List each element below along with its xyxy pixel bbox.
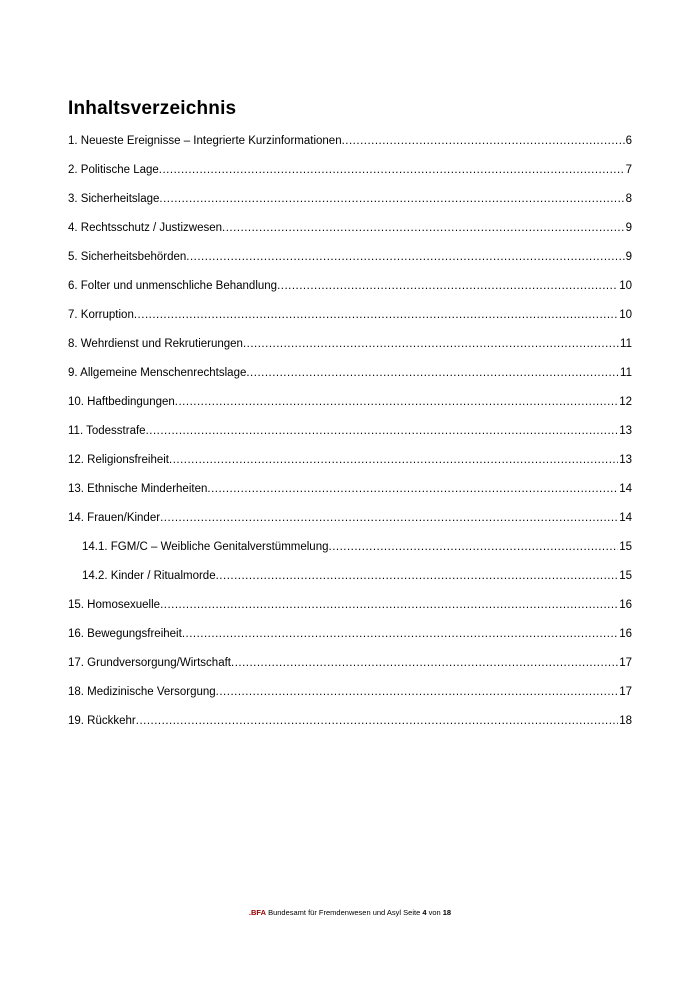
footer-org-abbr: BFA [250, 908, 266, 917]
toc-entry-page: 14 [619, 512, 632, 524]
footer-of-label: von [426, 908, 443, 917]
toc-entry[interactable] [68, 395, 632, 409]
toc-entry-page: 10 [619, 309, 632, 321]
toc-entry[interactable] [68, 511, 632, 525]
toc-entry[interactable] [68, 279, 632, 293]
toc-dot-leader [175, 395, 618, 409]
page-footer [0, 908, 700, 917]
toc-entry-page: 18 [619, 715, 632, 727]
toc-entry-label: 19. Rückkehr [68, 715, 136, 727]
toc-dot-leader [159, 163, 625, 177]
toc-entry-label: 15. Homosexuelle [68, 599, 161, 611]
toc-entry-label: 11. Todesstrafe [68, 425, 146, 437]
toc-entry-label: 9. Allgemeine Menschenrechtslage [68, 367, 247, 379]
toc-entry-page: 9 [625, 222, 632, 234]
toc-dot-leader [134, 308, 618, 322]
toc-dot-leader [169, 453, 618, 467]
page-title: Inhaltsverzeichnis [68, 98, 237, 119]
toc-entry-label: 12. Religionsfreiheit [68, 454, 170, 466]
toc-entry[interactable] [68, 250, 632, 264]
toc-entry-label: 14.1. FGM/C – Weibliche Genitalverstümmelung [82, 541, 329, 553]
toc-entry-label: 10. Haftbedingungen [68, 396, 175, 408]
toc-dot-leader [207, 482, 618, 496]
toc-dot-leader [160, 598, 618, 612]
toc-entry-label: 5. Sicherheitsbehörden [68, 251, 187, 263]
toc-entry[interactable] [68, 714, 632, 728]
toc-entry[interactable] [68, 598, 632, 612]
toc-entry-label: 14.2. Kinder / Ritualmorde [82, 570, 216, 582]
toc-entry[interactable] [68, 569, 632, 583]
toc-dot-leader [182, 627, 618, 641]
toc-entry-page: 11 [620, 338, 632, 350]
toc-entry-page: 13 [619, 454, 632, 466]
toc-entry[interactable] [68, 366, 632, 380]
toc-entry[interactable] [68, 540, 632, 554]
toc-entry-page: 16 [619, 599, 632, 611]
toc-entry[interactable] [68, 453, 632, 467]
toc-dot-leader [186, 250, 624, 264]
toc-dot-leader [146, 424, 619, 438]
toc-entry-page: 15 [619, 541, 632, 553]
toc-entry[interactable] [68, 424, 632, 438]
toc-entry[interactable] [68, 656, 632, 670]
toc-entry[interactable] [68, 192, 632, 206]
toc-entry-page: 15 [619, 570, 632, 582]
toc-entry-page: 10 [619, 280, 632, 292]
toc-entry[interactable] [68, 134, 632, 148]
toc-entry-label: 17. Grundversorgung/Wirtschaft [68, 657, 231, 669]
toc-dot-leader [246, 366, 619, 380]
toc-entry-page: 11 [620, 367, 632, 379]
toc-entry[interactable] [68, 308, 632, 322]
toc-entry-label: 6. Folter und unmenschliche Behandlung [68, 280, 278, 292]
toc-entry[interactable] [68, 221, 632, 235]
toc-entry-label: 4. Rechtsschutz / Justizwesen [68, 222, 223, 234]
toc-dot-leader [231, 656, 618, 670]
footer-org-name: Bundesamt für Fremdenwesen und Asyl [265, 908, 404, 917]
toc-entry-label: 3. Sicherheitslage [68, 193, 160, 205]
toc-entry[interactable] [68, 163, 632, 177]
toc-entry[interactable] [68, 685, 632, 699]
footer-page-total: 18 [442, 908, 452, 917]
toc-entry-page: 17 [619, 686, 632, 698]
toc-entry-page: 12 [619, 396, 632, 408]
toc-dot-leader [160, 511, 618, 525]
toc-dot-leader [277, 279, 618, 293]
toc-dot-leader [329, 540, 619, 554]
toc-dot-leader [222, 221, 625, 235]
footer-page-current: 4 [422, 908, 427, 917]
footer-page-label: Seite [403, 908, 423, 917]
toc-entry-page: 13 [619, 425, 632, 437]
toc-entry-label: 1. Neueste Ereignisse – Integrierte Kurzinformationen [68, 135, 342, 147]
toc-dot-leader [342, 134, 625, 148]
toc-entry-page: 9 [625, 251, 632, 263]
toc-entry-label: 13. Ethnische Minderheiten [68, 483, 208, 495]
toc-entry[interactable] [68, 482, 632, 496]
toc-entry-page: 16 [619, 628, 632, 640]
toc-list [68, 134, 632, 728]
toc-entry[interactable] [68, 337, 632, 351]
toc-dot-leader [216, 685, 619, 699]
toc-dot-leader [216, 569, 619, 583]
toc-dot-leader [136, 714, 618, 728]
toc-entry-label: 14. Frauen/Kinder [68, 512, 161, 524]
toc-entry[interactable] [68, 627, 632, 641]
toc-entry-page: 8 [625, 193, 632, 205]
toc-entry-page: 14 [619, 483, 632, 495]
toc-dot-leader [159, 192, 624, 206]
toc-entry-page: 6 [625, 135, 632, 147]
toc-dot-leader [243, 337, 619, 351]
toc-entry-label: 2. Politische Lage [68, 164, 159, 176]
toc-entry-label: 18. Medizinische Versorgung [68, 686, 216, 698]
toc-entry-label: 8. Wehrdienst und Rekrutierungen [68, 338, 243, 350]
toc-entry-label: 7. Korruption [68, 309, 134, 321]
toc-entry-page: 17 [619, 657, 632, 669]
toc-entry-page: 7 [625, 164, 632, 176]
toc-entry-label: 16. Bewegungsfreiheit [68, 628, 182, 640]
footer-accent-dot: . [248, 908, 251, 917]
